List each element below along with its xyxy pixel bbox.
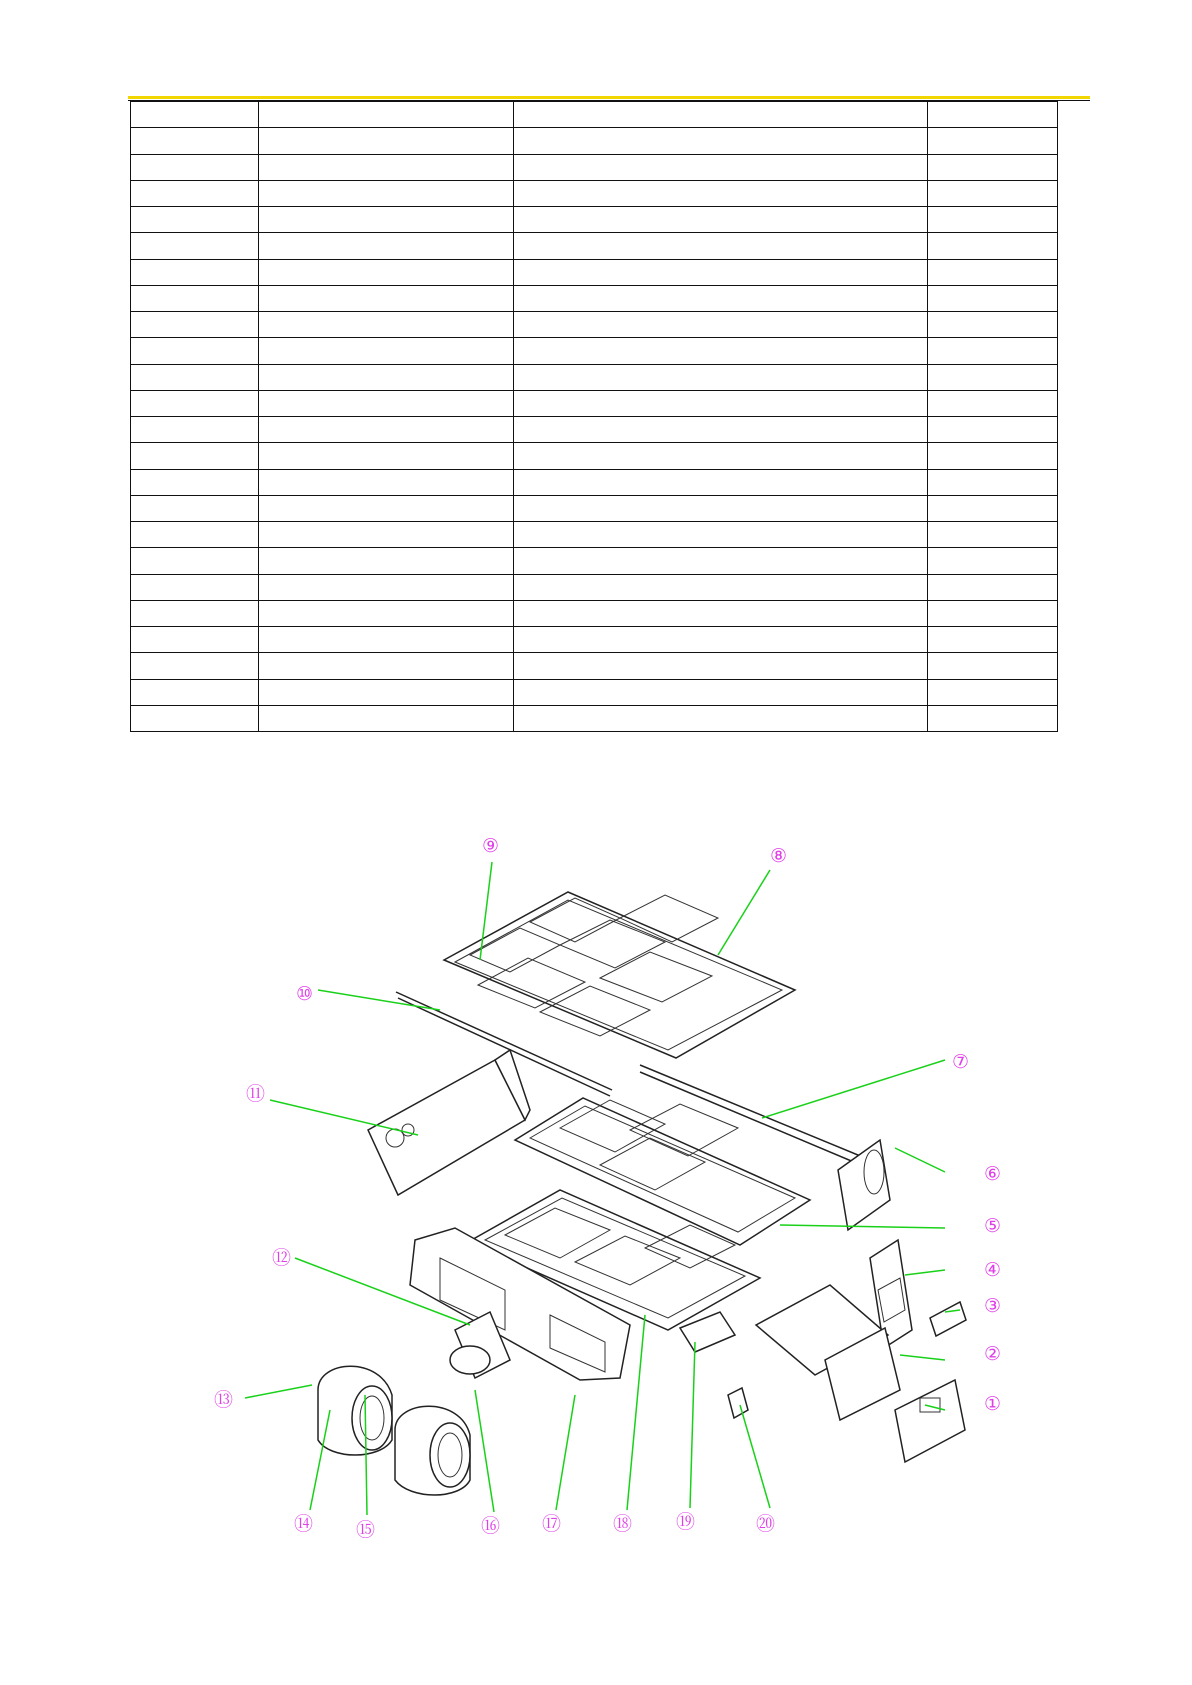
blower-housing-right: [395, 1406, 470, 1495]
callout-7: ⑦: [952, 1051, 970, 1073]
top-cover-panel: [444, 892, 795, 1058]
pipe-assembly: [838, 1140, 890, 1230]
control-cover: [895, 1380, 965, 1462]
callout-2: ②: [984, 1343, 1002, 1365]
callout-20: ⑳: [756, 1513, 776, 1535]
callout-15: ⑮: [356, 1519, 376, 1541]
callout-11: ⑪: [246, 1083, 266, 1105]
callout-16: ⑯: [481, 1515, 501, 1537]
callout-18: ⑱: [613, 1513, 633, 1535]
callout-17: ⑰: [542, 1513, 562, 1535]
callout-4: ④: [984, 1259, 1002, 1281]
callout-10: ⑩: [296, 983, 314, 1005]
callout-6: ⑥: [984, 1163, 1002, 1185]
callout-12: ⑫: [272, 1247, 292, 1269]
callout-13: ⑬: [214, 1389, 234, 1411]
callout-8: ⑧: [770, 845, 788, 867]
callout-14: ⑭: [294, 1513, 314, 1535]
callout-5: ⑤: [984, 1215, 1002, 1237]
callout-9: ⑨: [482, 835, 500, 857]
blower-housing-left: [318, 1366, 392, 1455]
callout-1: ①: [984, 1393, 1002, 1415]
callout-19: ⑲: [676, 1511, 696, 1533]
side-plate: [368, 1050, 530, 1195]
terminal-plate: [930, 1302, 966, 1336]
small-clip: [728, 1388, 748, 1418]
callout-3: ③: [984, 1295, 1002, 1317]
